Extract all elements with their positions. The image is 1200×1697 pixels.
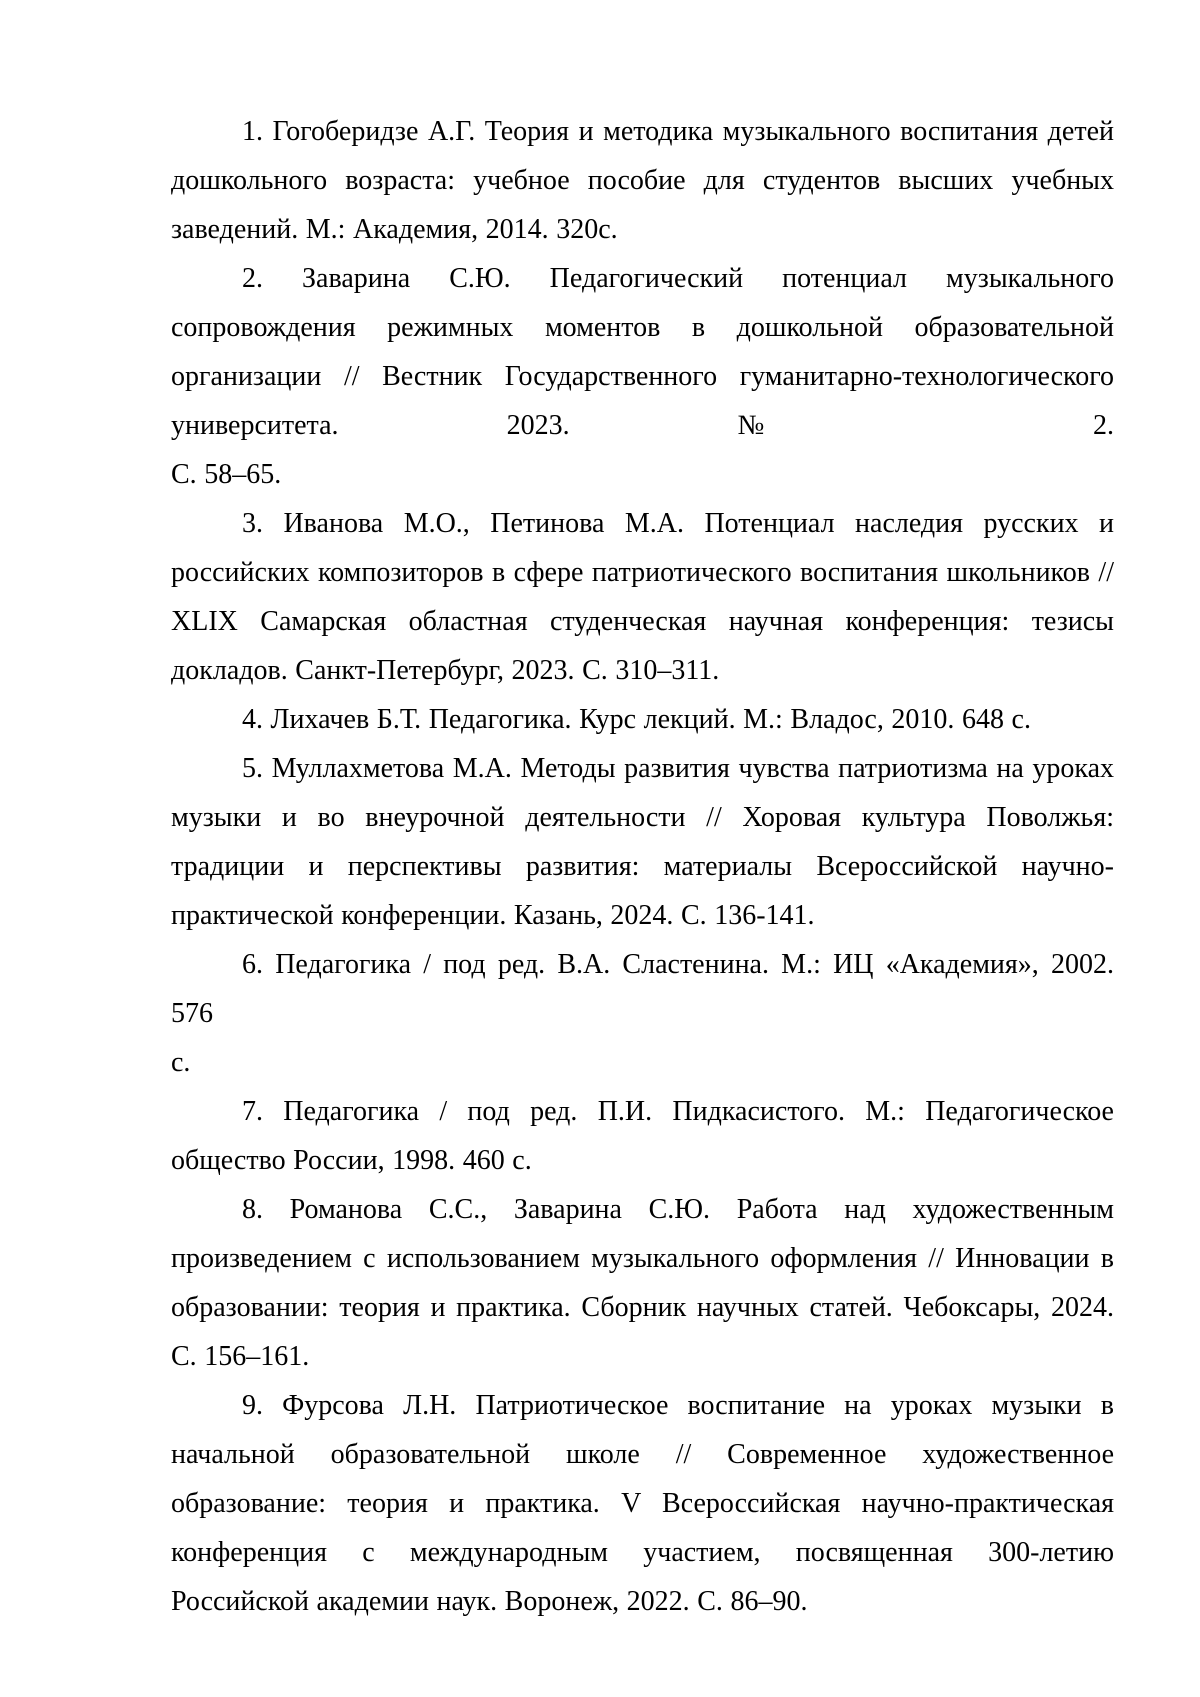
reference-2-text: 2. Заварина С.Ю. Педагогический потенциал музыкального сопровождения режимных моментов в дошкольной образовательной организации // Вестник Государственного гуманитарно-технологического университета. 2023. № 2.: [171, 263, 1114, 441]
reference-8-continuation: [171, 1332, 1114, 1381]
reference-3: [171, 499, 1114, 695]
reference-9: [171, 1381, 1114, 1626]
reference-4: [171, 695, 1114, 744]
reference-9-text: 9. Фурсова Л.Н. Патриотическое воспитание на уроках музыки в начальной образовательной школе // Современное художественное образование: теория и практика. V Всероссийская научно-практическая конференция с международным участием, посвященная 300-летию Российской академии наук. Воронеж, 2022. С. 86–90.: [171, 1390, 1114, 1617]
reference-6-text: 6. Педагогика / под ред. В.А. Сластенина. М.: ИЦ «Академия», 2002. 576: [171, 949, 1114, 1029]
reference-6-continuation: [171, 1038, 1114, 1087]
reference-8-text: 8. Романова С.С., Заварина С.Ю. Работа над художественным произведением с использованием музыкального оформления // Инновации в образовании: теория и практика. Сборник научных статей. Чебоксары, 2024.: [171, 1194, 1114, 1323]
reference-7-text: 7. Педагогика / под ред. П.И. Пидкасистого. М.: Педагогическое общество России, 1998. 460 с.: [171, 1096, 1114, 1176]
reference-6: [171, 940, 1114, 1038]
reference-7: [171, 1087, 1114, 1185]
reference-2-continuation-text: С. 58–65.: [171, 459, 282, 490]
reference-6-continuation-text: с.: [171, 1047, 191, 1078]
reference-4-text: 4. Лихачев Б.Т. Педагогика. Курс лекций. М.: Владос, 2010. 648 с.: [242, 704, 1031, 735]
reference-5-text: 5. Муллахметова М.А. Методы развития чувства патриотизма на уроках музыки и во внеурочной деятельности // Хоровая культура Поволжья: традиции и перспективы развития: материалы Всероссийской научно-практической конференции. Казань, 2024. С. 136-141.: [171, 753, 1114, 931]
reference-8: [171, 1185, 1114, 1332]
reference-8-continuation-text: С. 156–161.: [171, 1341, 310, 1372]
reference-1: [171, 107, 1114, 254]
reference-1-text: 1. Гогоберидзе А.Г. Теория и методика музыкального воспитания детей дошкольного возраста: учебное пособие для студентов высших учебных заведений. М.: Академия, 2014. 320с.: [171, 116, 1114, 245]
reference-2: [171, 254, 1114, 450]
reference-5: [171, 744, 1114, 940]
reference-3-text: 3. Иванова М.О., Петинова М.А. Потенциал наследия русских и российских композиторов в сфере патриотического воспитания школьников // XLIX Самарская областная студенческая научная конференция: тезисы докладов. Санкт-Петербург, 2023. С. 310–311.: [171, 508, 1114, 686]
reference-2-continuation: [171, 450, 1114, 499]
